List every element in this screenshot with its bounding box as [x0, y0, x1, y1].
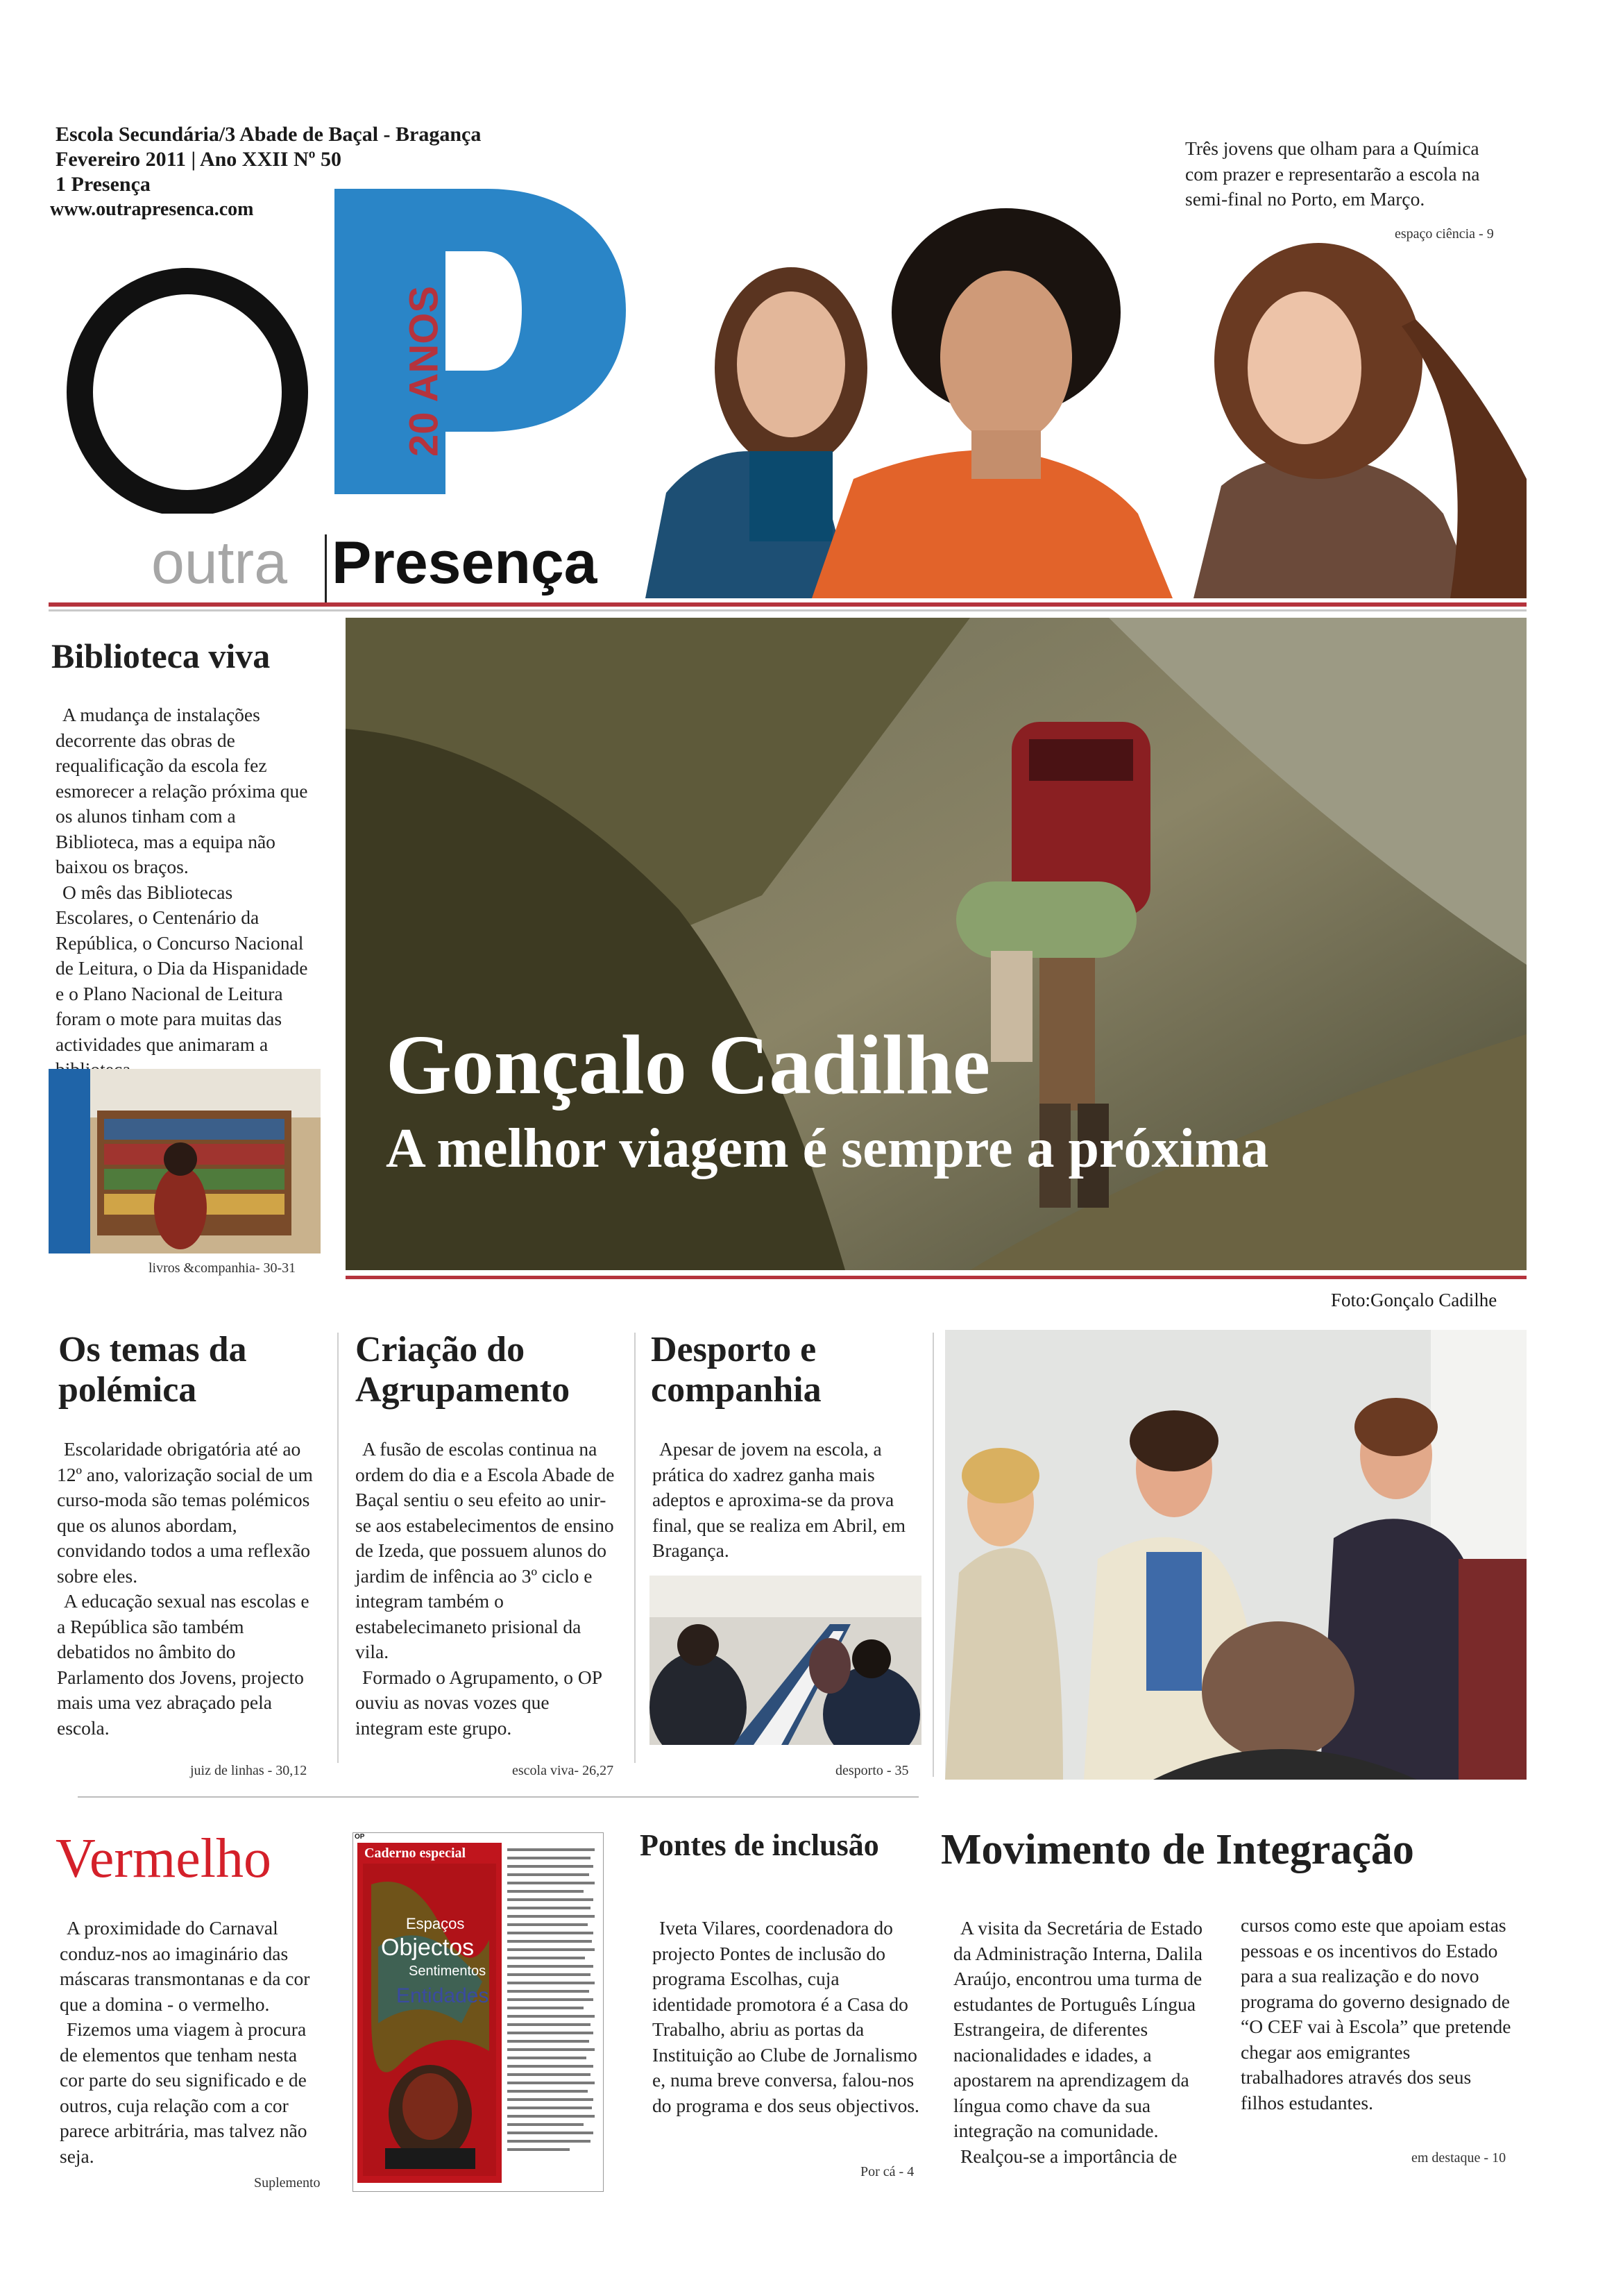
library-photo — [49, 1069, 321, 1253]
col-divider-2 — [634, 1333, 636, 1763]
caderno-word-1: Espaços — [406, 1915, 465, 1932]
caderno-thumbnail[interactable] — [352, 1832, 604, 2192]
biblioteca-title: Biblioteca viva — [51, 636, 271, 675]
desporto-title: Desporto e companhia — [651, 1330, 822, 1410]
temas-text — [57, 1437, 321, 1741]
pontes-ref: Por cá - 4 — [860, 2164, 915, 2179]
students-photo — [645, 187, 1527, 598]
logo-outra: outra — [151, 530, 288, 596]
temas-ref: juiz de linhas - 30,12 — [190, 1763, 307, 1778]
logo-presenca: Presença — [332, 530, 597, 596]
criacao-p2: Formado o Agrupamento, o OP ouviu as novas vozes que integram este grupo. — [355, 1666, 602, 1739]
caderno-label: Caderno especial — [364, 1846, 466, 1861]
col-divider-3 — [933, 1333, 934, 1777]
logo-o — [62, 264, 312, 514]
top-rule — [49, 602, 1527, 607]
logo-p — [334, 189, 626, 494]
vermelho-p2: Fizemos uma viagem à procura de elementos que tenham nesta cor parte do seu significado e de outros, cuja relação com a cor parece arbitrária, mas talvez não seja. — [60, 2018, 307, 2167]
caderno-header: OP — [355, 1833, 365, 1841]
desporto-text — [652, 1437, 916, 1564]
temas-p2: A educação sexual nas escolas e a República são também debatidos no âmbito do Parlamento dos Jovens, projecto mais uma vez abraçado pela escola. — [57, 1590, 309, 1739]
movimento-ref: em destaque - 10 — [1411, 2150, 1506, 2166]
movimento-title: Movimento de Integração — [941, 1826, 1414, 1873]
col-divider-1 — [337, 1333, 339, 1763]
cover-title: Gonçalo Cadilhe — [386, 1018, 991, 1112]
chess-photo — [649, 1576, 921, 1745]
logo-anos: 20 ANOS — [401, 285, 447, 457]
criacao-title: Criação do Agrupamento — [355, 1330, 570, 1410]
chemistry-ref: espaço ciência - 9 — [1395, 226, 1494, 242]
criacao-text — [355, 1437, 619, 1741]
vermelho-ref: Suplemento — [254, 2175, 321, 2191]
cover-credit: Foto:Gonçalo Cadilhe — [1331, 1290, 1497, 1310]
vermelho-p1: A proximidade do Carnaval conduz-nos ao imaginário das máscaras transmontanas e da cor que a domina - o vermelho. — [60, 1917, 310, 2015]
temas-title: Os temas da polémica — [58, 1330, 247, 1410]
biblioteca-p2: O mês das Bibliotecas Escolares, o Centenário da República, o Concurso Nacional de Leitura, o Dia da Hispanidade e o Plano Nacional de Leitura foram o mote para muitas das actividades que animaram a — [56, 881, 308, 1055]
biblioteca-ref: livros &companhia- 30-31 — [148, 1260, 296, 1276]
caderno-word-2: Objectos — [381, 1934, 475, 1961]
issue-info: Fevereiro 2011 | Ano XXII Nº 50 — [56, 148, 342, 171]
edition-label: 1 Presença — [56, 173, 151, 196]
logo-divider — [325, 534, 327, 604]
pontes-text — [652, 1916, 920, 2118]
pontes-title: Pontes de inclusão — [640, 1828, 879, 1862]
biblioteca-p1: A mudança de instalações decorrente das obras de requalificação da escola fez esmorecer a relação próxima que os alunos tinham com a Biblioteca, mas a equipa não baixou os braços. — [56, 704, 308, 877]
school-name: Escola Secundária/3 Abade de Baçal - Bragança — [56, 123, 482, 146]
desporto-p1: Apesar de jovem na escola, a prática do xadrez ganha mais adeptos e aproxima-se da prova final, que se realiza em Abril, em Bragança. — [652, 1438, 906, 1561]
vermelho-title: Vermelho — [56, 1828, 272, 1889]
section-separator — [78, 1796, 919, 1798]
caderno-text-column — [507, 1848, 597, 2181]
caderno-word-3: Sentimentos — [409, 1964, 486, 1979]
cover-rule — [346, 1276, 1527, 1279]
visit-photo — [945, 1330, 1527, 1780]
caderno-cover — [357, 1843, 502, 2183]
top-rule-thin — [49, 609, 1527, 611]
movimento-text-col1 — [953, 1916, 1210, 2169]
movimento-p1: A visita da Secretária de Estado da Administração Interna, Dalila Araújo, encontrou uma turma de estudantes de Português Língua Estrangeira, de diferentes nacionalidades e idades, a apostarem na aprendizagem da língua como chave da sua integração na comunidade. — [953, 1917, 1203, 2141]
cover-subtitle: A melhor viagem é sempre a próxima — [386, 1118, 1269, 1179]
movimento-p2: Realçou-se a importância de — [960, 2145, 1178, 2167]
criacao-p1: A fusão de escolas continua na ordem do dia e a Escola Abade de Baçal sentiu o seu efeito ao unir-se aos estabelecimentos de ensino de Izeda, que possuem alunos do jardim de infência ao 3º ciclo e integram também o estabelecimaneto prisional da vila. — [355, 1438, 615, 1662]
biblioteca-text — [56, 702, 312, 1083]
website-link[interactable]: www.outrapresenca.com — [50, 199, 254, 220]
criacao-ref: escola viva- 26,27 — [512, 1763, 614, 1778]
movimento-p3: cursos como este que apoiam estas pessoas e os incentivos do Estado para a sua realização e do novo programa do governo designado de “O CEF vai à Escola” que pretende chegar aos emigrantes trabalhadores através dos seus filhos estudantes. — [1241, 1914, 1511, 2113]
pontes-p1: Iveta Vilares, coordenadora do projecto Pontes de inclusão do programa Escolhas, cuja identidade promotora é a Casa do Trabalho, abriu as portas da Instituição ao Clube de Jornalismo e, numa breve conversa, falou-nos do programa e dos seus objectivos. — [652, 1917, 919, 2116]
caderno-word-4: Entidades — [396, 1984, 489, 2007]
desporto-ref: desporto - 35 — [835, 1763, 909, 1778]
temas-p1: Escolaridade obrigatória até ao 12º ano, valorização social de um curso-moda são temas polémicos que os alunos abordam, convidando todos a uma reflexão sobre eles. — [57, 1438, 313, 1587]
vermelho-text — [60, 1916, 325, 2169]
movimento-text-col2 — [1241, 1913, 1511, 2116]
logo-anos-wrap — [386, 274, 462, 469]
chemistry-teaser: Três jovens que olham para a Química com prazer e representarão a escola na semi-final no Porto, em Março. — [1185, 137, 1480, 210]
